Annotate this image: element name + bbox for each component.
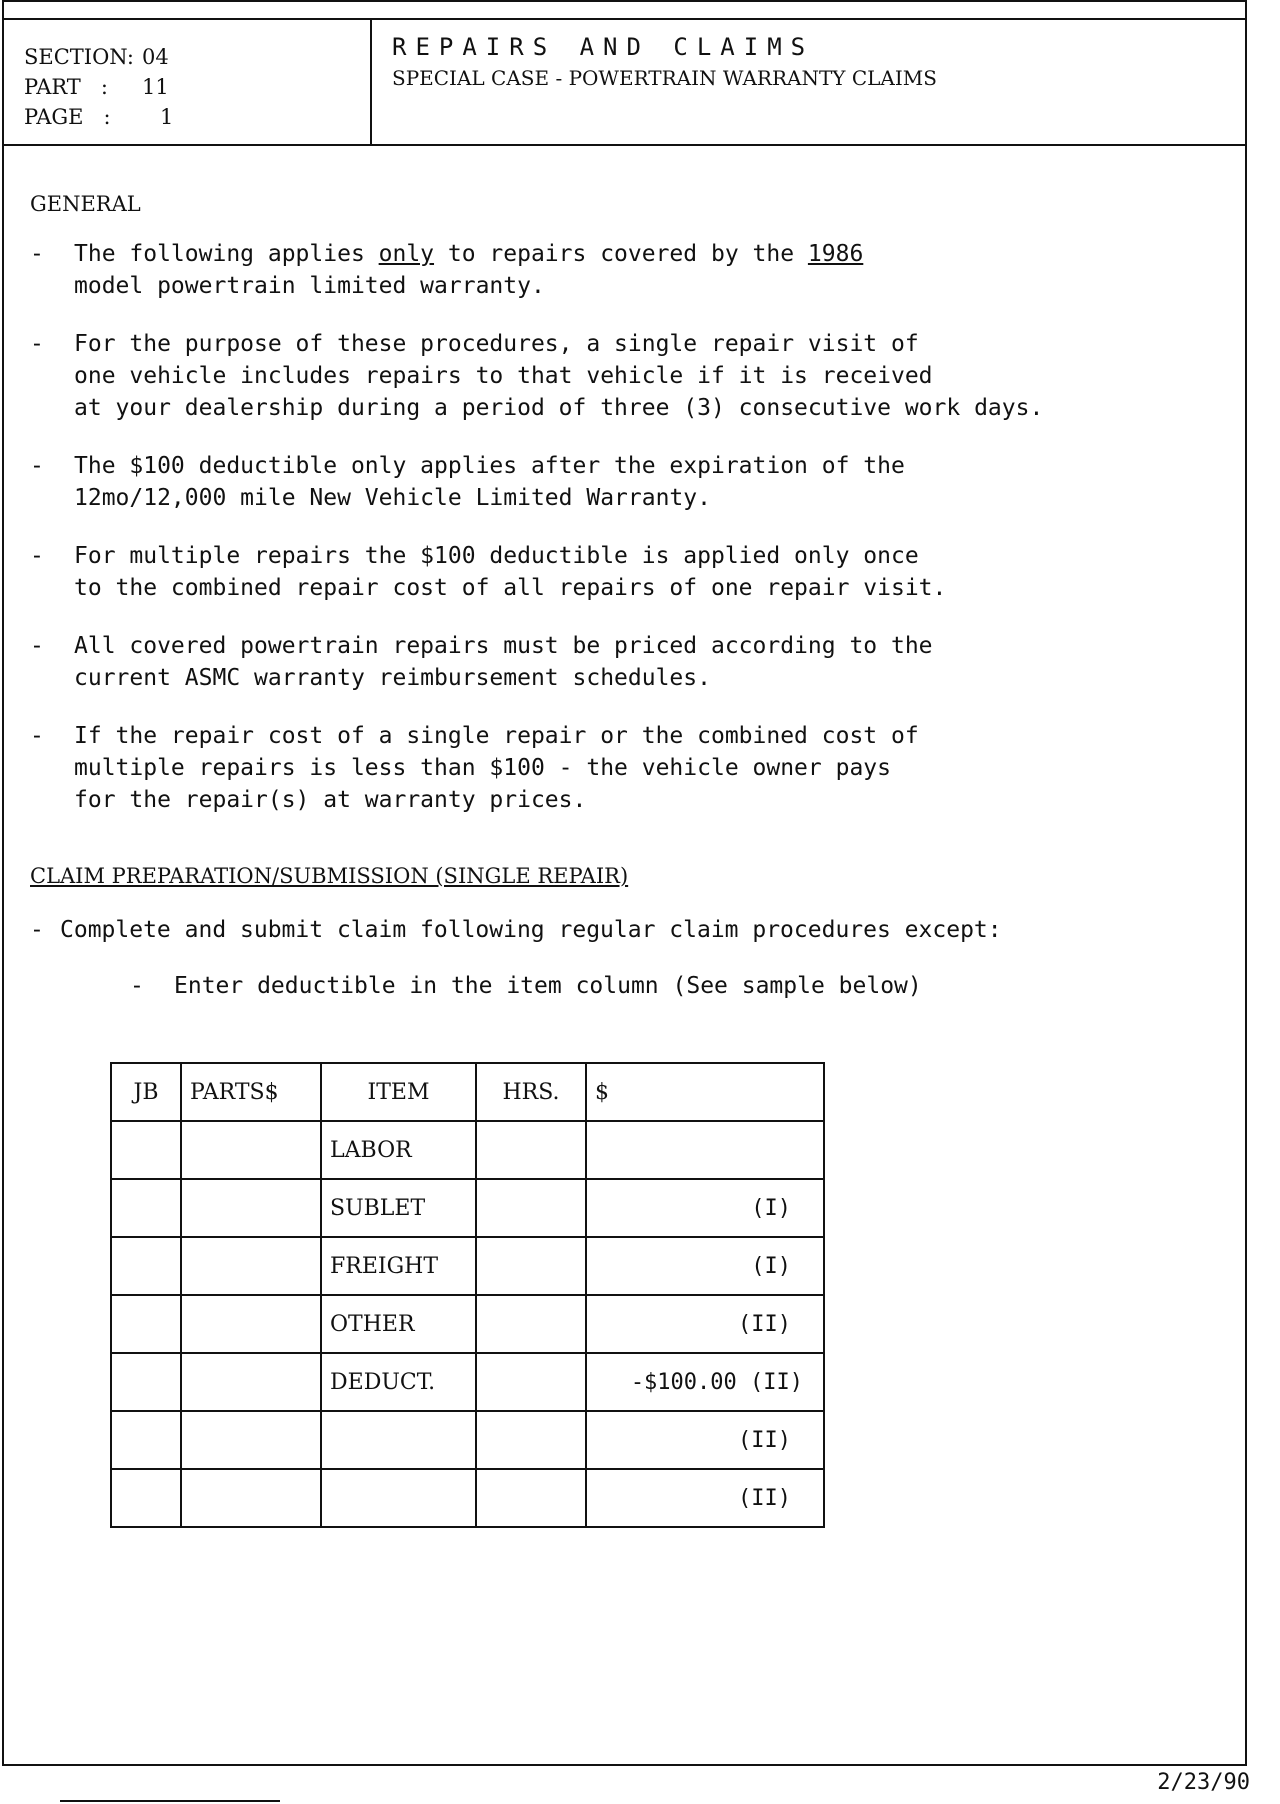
item-cell: OTHER: [321, 1295, 476, 1353]
section-label: SECTION:: [24, 45, 135, 69]
item-cell: SUBLET: [321, 1179, 476, 1237]
section-value: 04: [142, 45, 169, 69]
table-row: [111, 1179, 824, 1237]
bullet-dash: -: [30, 543, 44, 569]
column-header: HRS.: [476, 1063, 586, 1121]
amount-cell: -$100.00 (II): [586, 1353, 824, 1411]
bullet1-text-a: The following applies: [74, 241, 379, 267]
general-heading: GENERAL: [30, 192, 141, 216]
table-cell: [476, 1295, 586, 1353]
table-cell: [181, 1179, 321, 1237]
table-row: [111, 1353, 824, 1411]
amount-cell: (I): [586, 1237, 824, 1295]
table-cell: [181, 1121, 321, 1179]
header-divider: [370, 20, 372, 146]
table-cell: [111, 1353, 181, 1411]
section-info: [24, 42, 220, 132]
bullet-text: For the purpose of these procedures, a single repair visit of one vehicle includes repairs to that vehicle if it is received at your dealership during a period of three (3) consecutive work days.: [74, 331, 1044, 421]
table-header-row: [111, 1063, 824, 1121]
bullet-dash: -: [30, 633, 44, 659]
item-cell: DEDUCT.: [321, 1353, 476, 1411]
document-date: 2/23/90: [1157, 1770, 1250, 1795]
item-cell: FREIGHT: [321, 1237, 476, 1295]
item-cell: [321, 1469, 476, 1527]
claim-sub-instruction-text: Enter deductible in the item column (See sample below): [174, 973, 922, 999]
claim-instruction: [30, 914, 1210, 946]
table-cell: [181, 1295, 321, 1353]
bullet-text: [74, 238, 1210, 302]
table-cell: [476, 1411, 586, 1469]
table-cell: [111, 1237, 181, 1295]
claim-instruction-text: Complete and submit claim following regular claim procedures except:: [60, 917, 1002, 943]
table-cell: [111, 1179, 181, 1237]
amount-cell: (II): [586, 1469, 824, 1527]
bullet-dash: -: [30, 723, 44, 749]
bullet-text: If the repair cost of a single repair or the combined cost of multiple repairs is less than $100 - the vehicle owner pays for the repair(s) at warranty prices.: [74, 723, 919, 813]
bullet-item: [30, 328, 1210, 424]
bullet-text: All covered powertrain repairs must be priced according to the current ASMC warranty reimbursement schedules.: [74, 633, 933, 691]
table-cell: [181, 1237, 321, 1295]
table-row: [111, 1121, 824, 1179]
table-cell: [181, 1353, 321, 1411]
bullet1-only: only: [378, 241, 435, 267]
column-header: JB: [111, 1063, 181, 1121]
table-cell: [476, 1353, 586, 1411]
table-cell: [476, 1469, 586, 1527]
footer-rule: [60, 1800, 280, 1802]
table-row: [111, 1237, 824, 1295]
page-value: 1: [160, 105, 174, 129]
column-header: $: [586, 1063, 824, 1121]
item-cell: [321, 1411, 476, 1469]
table-cell: [111, 1411, 181, 1469]
bullet-text: For multiple repairs the $100 deductible is applied only once to the combined repair cost of all repairs of one repair visit.: [74, 543, 947, 601]
table-row: [111, 1295, 824, 1353]
document-body: [30, 188, 1210, 1002]
bullet-item: [30, 540, 1210, 604]
table-cell: [181, 1469, 321, 1527]
bullet-item: [30, 630, 1210, 694]
bullet1-year: 1986: [807, 241, 864, 267]
table-cell: [111, 1295, 181, 1353]
item-cell: LABOR: [321, 1121, 476, 1179]
bullet1-text-b: to repairs covered by the: [434, 241, 808, 267]
amount-cell: [586, 1121, 824, 1179]
column-header: ITEM: [321, 1063, 476, 1121]
bullet-item: [30, 450, 1210, 514]
table-cell: [111, 1121, 181, 1179]
bullet-dash: -: [30, 453, 44, 479]
column-header: PARTS$: [181, 1063, 321, 1121]
claim-sub-instruction: [130, 970, 1210, 1002]
page-label: PAGE :: [24, 105, 111, 129]
amount-cell: (II): [586, 1295, 824, 1353]
part-value: 11: [142, 75, 169, 99]
amount-cell: (I): [586, 1179, 824, 1237]
amount-cell: (II): [586, 1411, 824, 1469]
bullet-dash: -: [30, 241, 44, 267]
table-cell: [181, 1411, 321, 1469]
table-cell: [476, 1179, 586, 1237]
document-header: [2, 18, 1247, 146]
part-label: PART :: [24, 75, 108, 99]
title-block: [392, 30, 937, 92]
bullet-item: [30, 720, 1210, 816]
bullet1-text-c: model powertrain limited warranty.: [74, 273, 545, 299]
table-row: [111, 1469, 824, 1527]
table-cell: [111, 1469, 181, 1527]
bullet-text: The $100 deductible only applies after the expiration of the 12mo/12,000 mile New Vehicle Limited Warranty.: [74, 453, 905, 511]
document-title: REPAIRS AND CLAIMS: [392, 33, 815, 61]
document-subtitle: SPECIAL CASE - POWERTRAIN WARRANTY CLAIMS: [392, 66, 937, 90]
table-cell: [476, 1237, 586, 1295]
bullet-dash: -: [30, 331, 44, 357]
claim-heading: CLAIM PREPARATION/SUBMISSION (SINGLE REPAIR): [30, 864, 629, 888]
claim-dash: -: [30, 917, 44, 943]
table-cell: [476, 1121, 586, 1179]
sub-dash: -: [130, 973, 144, 999]
table-row: [111, 1411, 824, 1469]
sample-claim-table: [110, 1062, 825, 1528]
bullet-item: [30, 238, 1210, 302]
